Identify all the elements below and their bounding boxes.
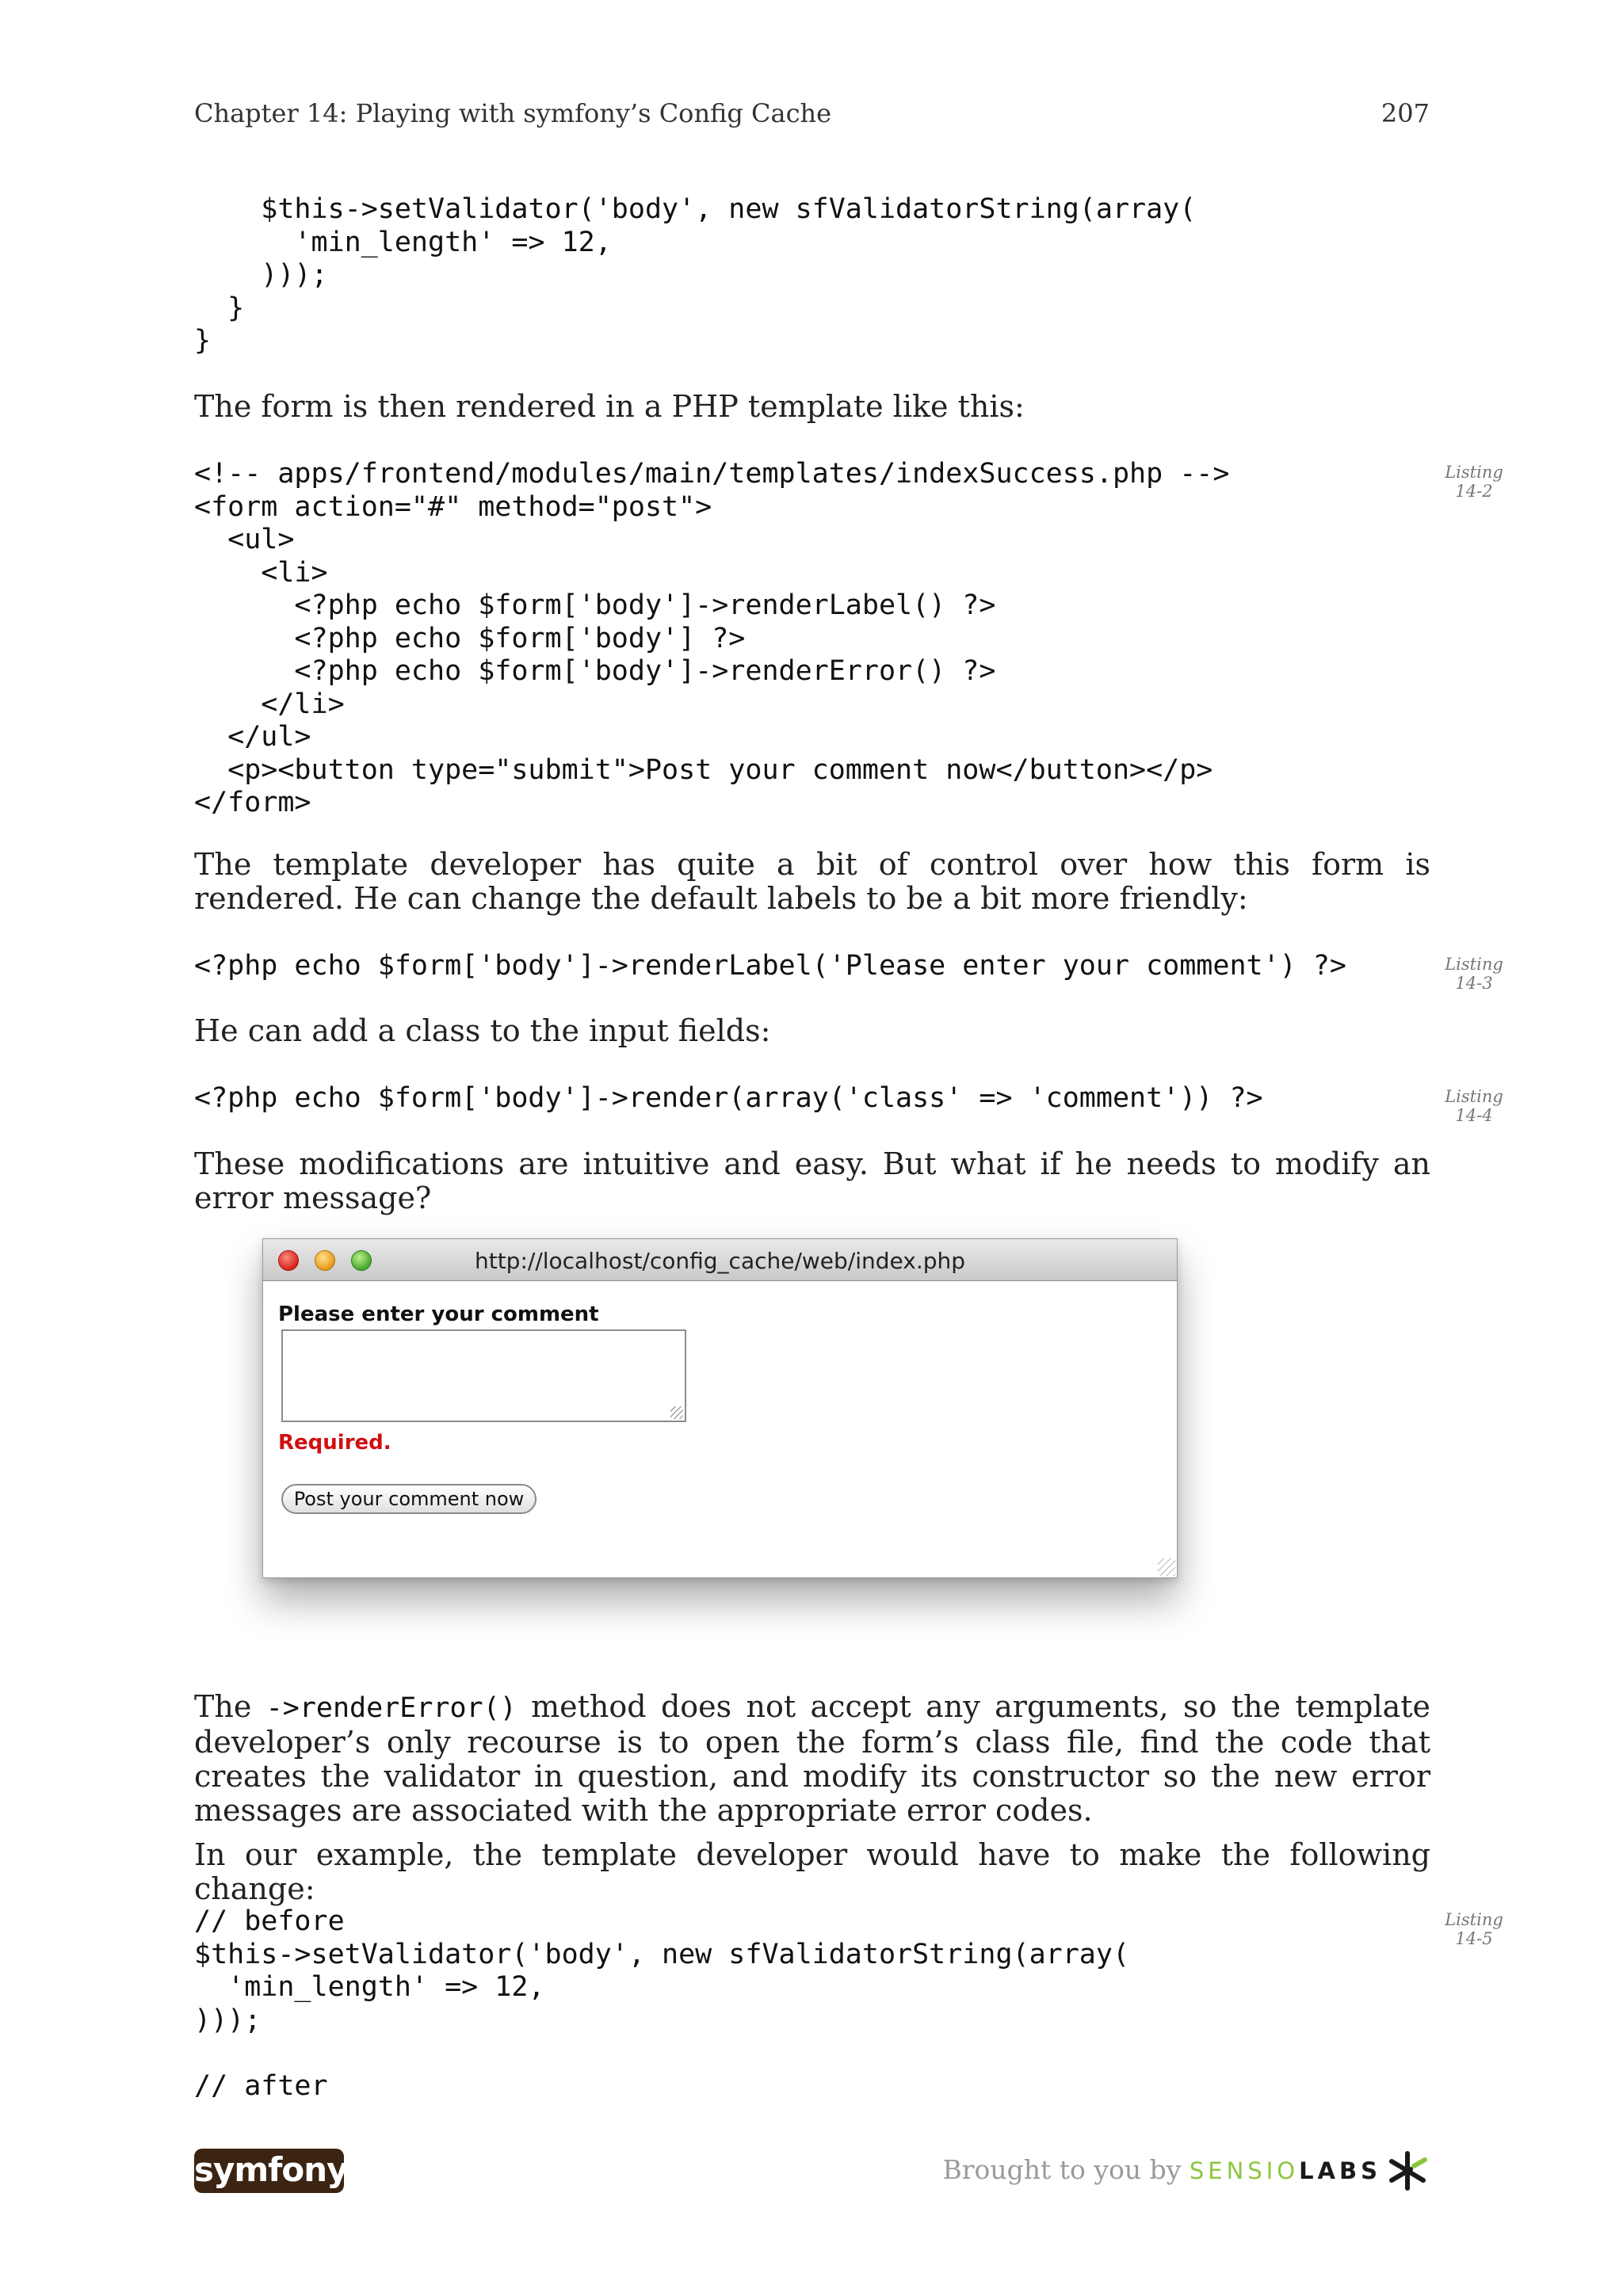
window-titlebar	[263, 1239, 1177, 1281]
sensio-wordmark: SENSIO	[1189, 2157, 1300, 2184]
sensiolabs-asterisk-icon	[1384, 2149, 1431, 2193]
listing-14-3-code: <?php echo $form['body']->renderLabel('Please enter your comment') ?>	[194, 950, 1346, 982]
page-number: 207	[1381, 98, 1430, 128]
paragraph-error-message: These modifications are intuitive and easy. But what if he needs to modify an error message?	[194, 1146, 1430, 1215]
paragraph-render-error: The ->renderError() method does not accept any arguments, so the template developer’s only recourse is to open the form’s class file, find the code that creates the validator in question, and modify its constructor so the new error messages are associated with the appropriate error codes.	[194, 1689, 1431, 1828]
comment-field-label: Please enter your comment	[278, 1302, 599, 1326]
browser-screenshot-figure	[262, 1238, 1178, 1578]
listing-14-5-label: Listing 14-5	[1445, 1910, 1503, 1948]
required-error-message: Required.	[278, 1431, 391, 1455]
paragraph-add-class: He can add a class to the input fields:	[194, 1013, 771, 1048]
brought-to-you-by: Brought to you by SENSIOLABS	[942, 2154, 1381, 2185]
listing-14-5-code: // before $this->setValidator('body', new sfValidatorString(array( 'min_length' => 12, ))); // after	[194, 1905, 1130, 2102]
listing-14-2-label: Listing 14-2	[1445, 463, 1503, 501]
listing-14-4-code: <?php echo $form['body']->render(array('class' => 'comment')) ?>	[194, 1082, 1263, 1114]
labs-wordmark: LABS	[1299, 2157, 1381, 2184]
window-url-title: http://localhost/config_cache/web/index.php	[474, 1248, 966, 1274]
listing-14-2-code: <!-- apps/frontend/modules/main/templates/indexSuccess.php --> <form action="#" method="post"> <ul> <li> <?php echo $form['body']->renderLabel() ?> <?php echo $form['body'] ?> <?php echo $form['body']->renderError() ?> </li> </ul> <p><button type="submit">Post your comment now</button></p> </form>	[194, 458, 1230, 818]
chapter-title: Chapter 14: Playing with symfony’s Config Cache	[194, 98, 832, 128]
textarea-resize-grip-icon[interactable]	[670, 1406, 683, 1419]
paragraph-intro-template: The form is then rendered in a PHP template like this:	[194, 389, 1025, 424]
inline-code-render-error: ->renderError()	[265, 1692, 517, 1724]
post-comment-button[interactable]: Post your comment now	[281, 1484, 537, 1514]
window-resize-grip-icon[interactable]	[1158, 1558, 1175, 1576]
paragraph-example-change: In our example, the template developer would have to make the following change:	[194, 1837, 1430, 1906]
symfony-logo: symfony	[194, 2149, 344, 2193]
listing-14-3-label: Listing 14-3	[1445, 955, 1503, 993]
paragraph-template-control: The template developer has quite a bit of control over how this form is rendered. He can change the default labels to be a bit more friendly:	[194, 847, 1430, 916]
listing-14-4-label: Listing 14-4	[1445, 1087, 1503, 1125]
comment-textarea[interactable]	[281, 1329, 686, 1422]
code-continuation: $this->setValidator('body', new sfValidatorString(array( 'min_length' => 12, ))); } }	[194, 193, 1197, 357]
